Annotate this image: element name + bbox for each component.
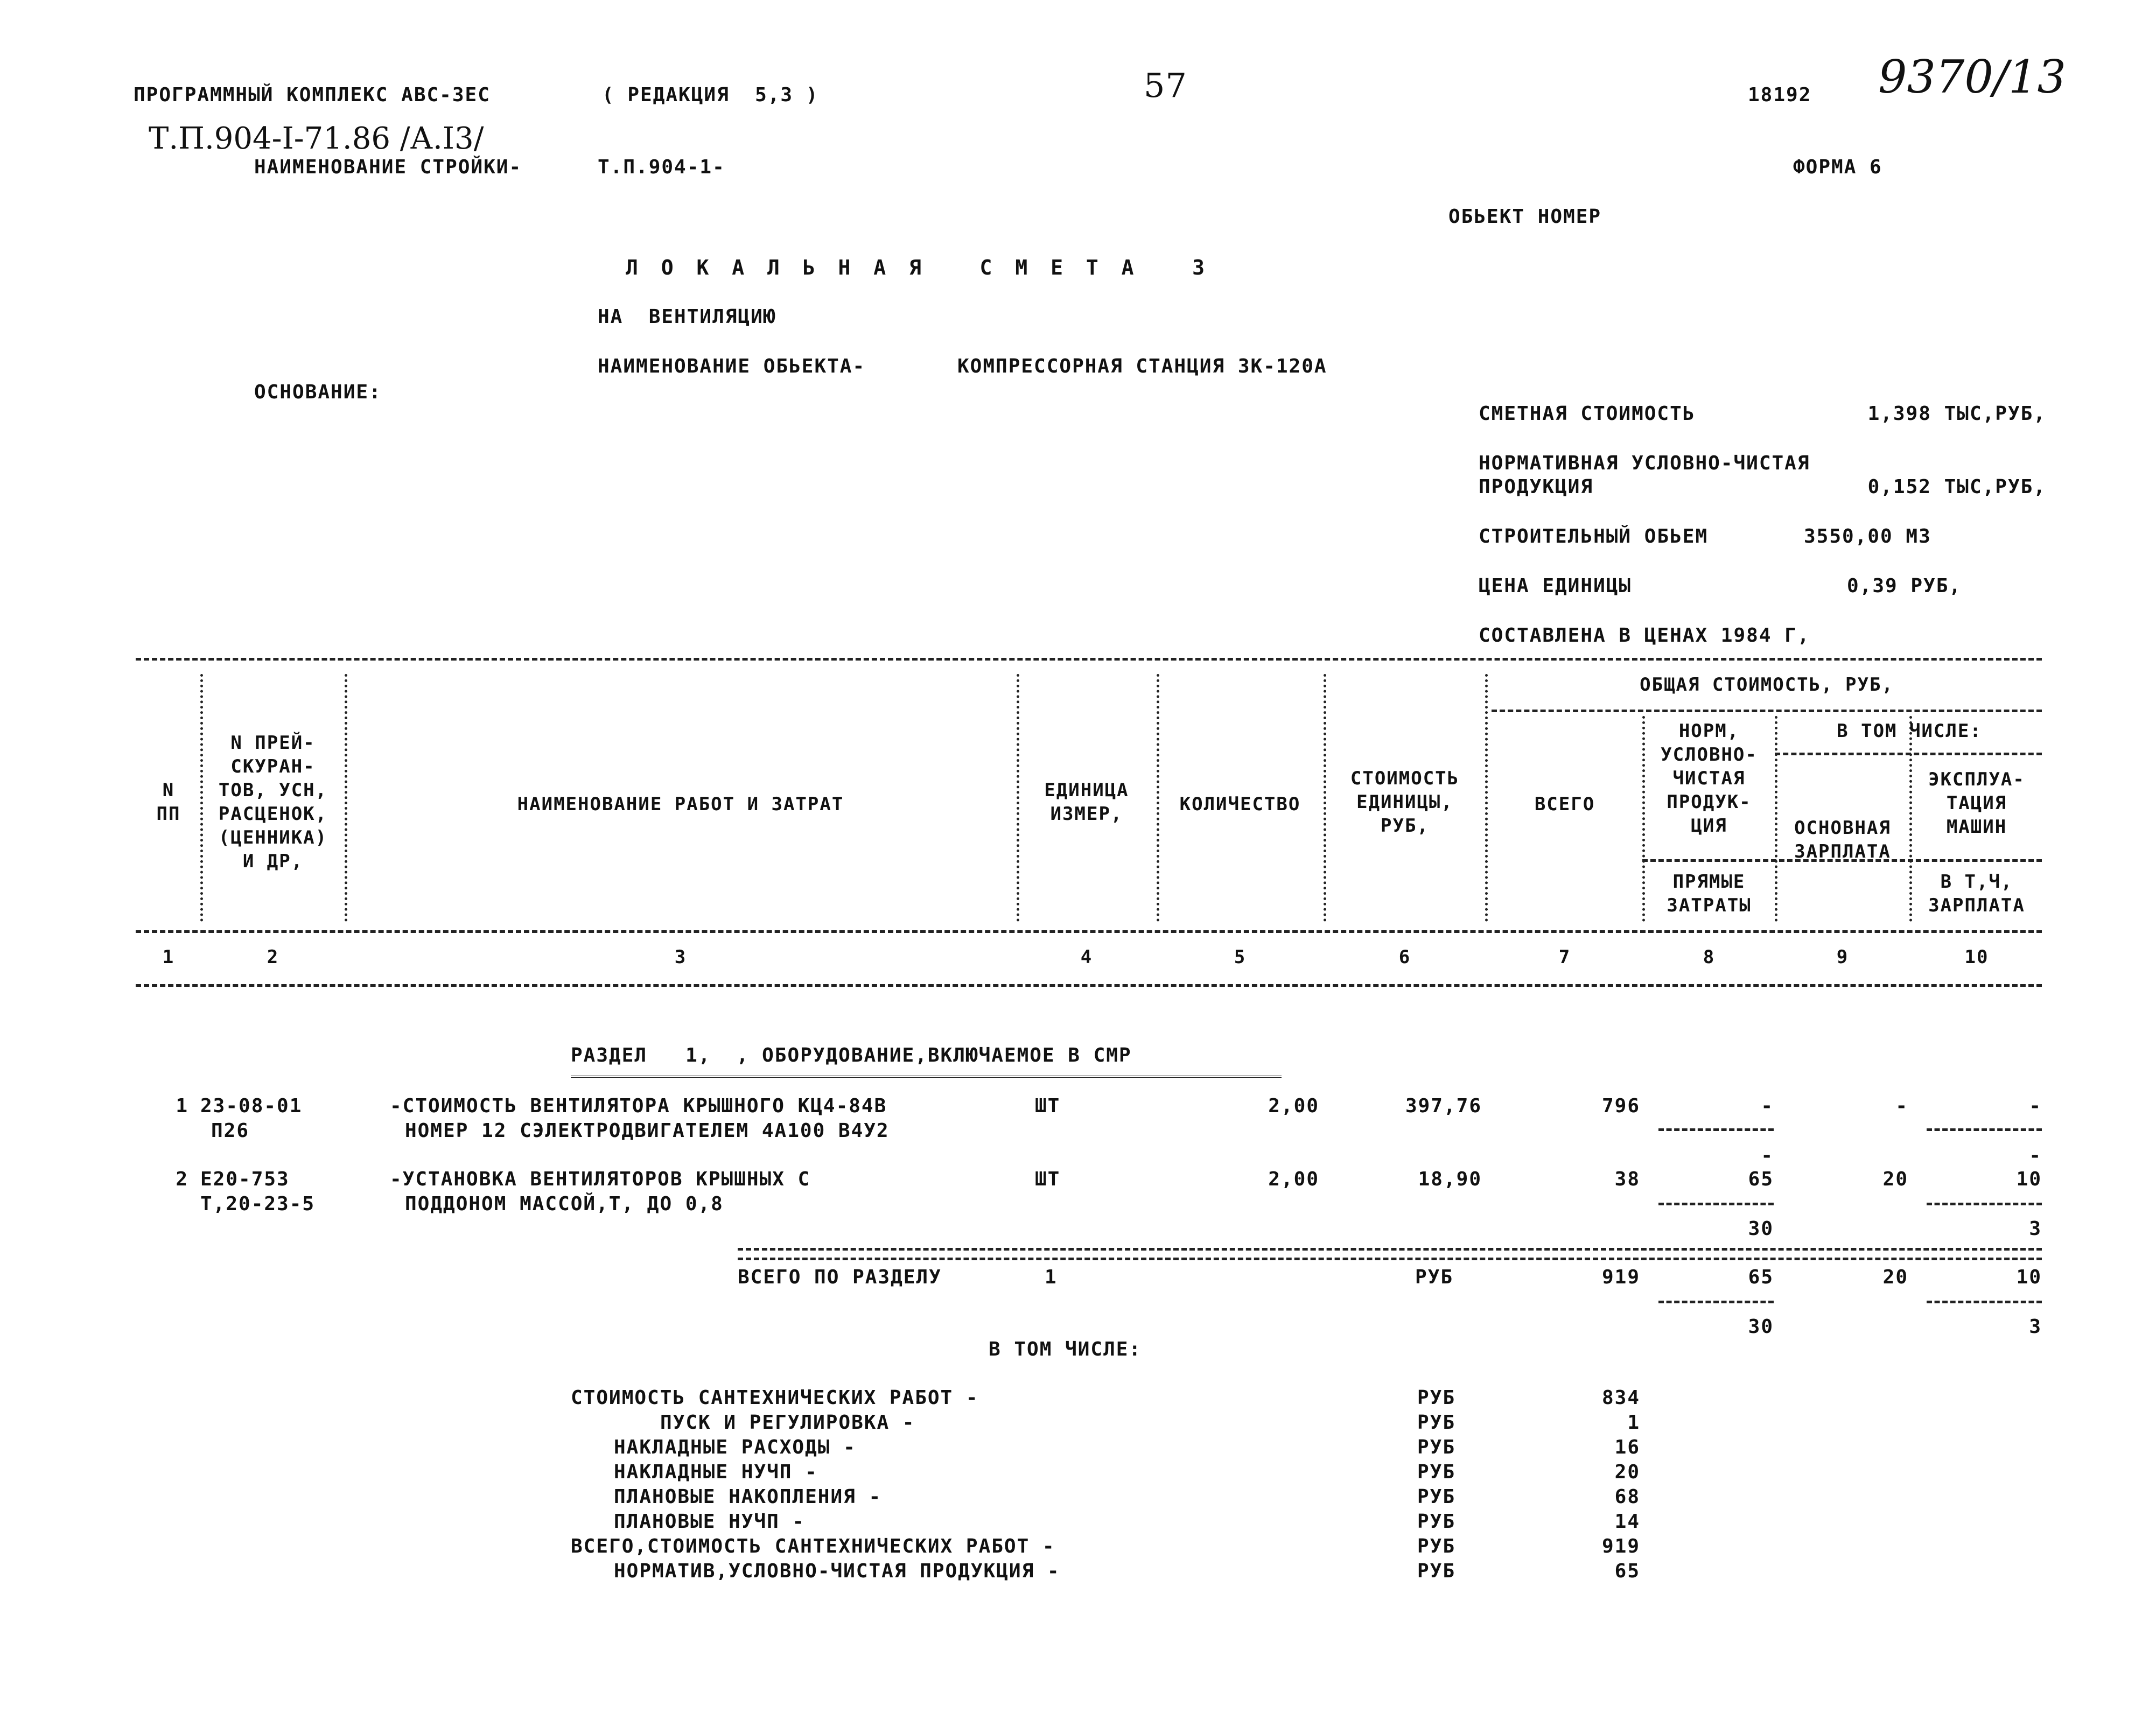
- total-cost-rule: [1492, 710, 2042, 712]
- section-total-number: 1: [1045, 1266, 1058, 1288]
- total-top-rule: [738, 1258, 2042, 1260]
- col-header-net-product: НОРМ, УСЛОВНО- ЧИСТАЯ ПРОДУК- ЦИЯ: [1661, 720, 1758, 837]
- breakdown-label: НАКЛАДНЫЕ РАСХОДЫ -: [614, 1436, 856, 1458]
- col-number: 1: [162, 946, 175, 968]
- cell-divider: [1658, 1203, 1774, 1205]
- breakdown-unit: РУБ: [1417, 1436, 1456, 1458]
- section-total-machine-operation: 10: [2016, 1266, 2042, 1288]
- section-underline: [571, 1076, 1282, 1078]
- object-name-value: КОМПРЕССОРНАЯ СТАНЦИЯ ЗК-120А: [957, 355, 1327, 377]
- row-base-salary: 20: [1882, 1168, 1908, 1190]
- breakdown-unit: РУБ: [1417, 1387, 1456, 1409]
- breakdown-label: ПЛАНОВЫЕ НУЧП -: [614, 1511, 806, 1533]
- row-unit-cost: 18,90: [1418, 1168, 1482, 1190]
- section-total-direct-costs: 30: [1748, 1316, 1774, 1338]
- breakdown-unit: РУБ: [1417, 1461, 1456, 1483]
- building-value: Т.П.904-1-: [598, 156, 725, 178]
- col-header-no: N ПП: [156, 780, 181, 825]
- row-machine-operation: -: [2029, 1095, 2042, 1117]
- breakdown-value: 20: [1614, 1461, 1640, 1483]
- section-total-unit: РУБ: [1415, 1266, 1454, 1288]
- header-bottom-rule: [136, 930, 2042, 933]
- estimate-purpose: НА ВЕНТИЛЯЦИЮ: [598, 306, 776, 328]
- row-code-extra: Т,20-23-5: [200, 1193, 316, 1215]
- breakdown-label: НОРМАТИВ,УСЛОВНО-ЧИСТАЯ ПРОДУКЦИЯ -: [614, 1560, 1060, 1582]
- row-base-salary: -: [1895, 1095, 1908, 1117]
- net-product-label-1: НОРМАТИВНАЯ УСЛОВНО-ЧИСТАЯ: [1479, 452, 1810, 474]
- net-product-value: 0,152 ТЫС,РУБ,: [1867, 476, 2046, 498]
- row-net-product: -: [1761, 1095, 1774, 1117]
- section-total-base-salary: 20: [1882, 1266, 1908, 1288]
- col-header-code: N ПРЕЙ- СКУРАН- ТОВ, УСН, РАСЦЕНОК, (ЦЕННИКА) И ДР,: [218, 732, 328, 872]
- col-header-total-cost: ОБЩАЯ СТОИМОСТЬ, РУБ,: [1640, 674, 1894, 696]
- cell-divider: [1927, 1301, 2042, 1303]
- breakdown-label: ПУСК И РЕГУЛИРОВКА -: [660, 1412, 915, 1434]
- row-name-continued: НОМЕР 12 СЭЛЕКТРОДВИГАТЕЛЕМ 4А100 В4У2: [405, 1120, 890, 1142]
- section-total-net-product: 65: [1748, 1266, 1774, 1288]
- header-top-rule: [136, 658, 2042, 661]
- breakdown-value: 834: [1601, 1387, 1640, 1409]
- breakdown-label: СТОИМОСТЬ САНТЕХНИЧЕСКИХ РАБОТ -: [571, 1387, 979, 1409]
- col-number: 3: [674, 946, 687, 968]
- col-number: 5: [1234, 946, 1247, 968]
- col-header-name: НАИМЕНОВАНИЕ РАБОТ И ЗАТРАТ: [517, 794, 844, 815]
- row-unit: ШТ: [1035, 1095, 1061, 1117]
- col-header-machine-salary: В Т,Ч, ЗАРПЛАТА: [1928, 871, 2025, 916]
- col-number: 4: [1080, 946, 1093, 968]
- prices-year-note: СОСТАВЛЕНА В ЦЕНАХ 1984 Г,: [1479, 624, 1810, 647]
- row-direct-costs: -: [1761, 1145, 1774, 1167]
- breakdown-heading: В ТОМ ЧИСЛЕ:: [989, 1338, 1142, 1360]
- breakdown-unit: РУБ: [1417, 1486, 1456, 1508]
- row-direct-costs: 30: [1748, 1218, 1774, 1240]
- col-header-base-salary: ОСНОВНАЯ ЗАРПЛАТА: [1794, 817, 1891, 862]
- col-header-total: ВСЕГО: [1534, 794, 1595, 815]
- page-number: 57: [1144, 66, 1187, 105]
- row-code-extra: П26: [211, 1120, 250, 1142]
- program-edition: ( РЕДАКЦИЯ 5,3 ): [602, 84, 819, 106]
- breakdown-value: 1: [1627, 1412, 1640, 1434]
- col-number: 10: [1964, 946, 1989, 968]
- col-number: 6: [1398, 946, 1411, 968]
- row-machine-operation: 10: [2016, 1168, 2042, 1190]
- row-code: 23-08-01: [200, 1095, 303, 1117]
- row-code: Е20-753: [200, 1168, 290, 1190]
- col-number: 8: [1703, 946, 1716, 968]
- handwritten-number: 9370/13: [1878, 51, 2066, 103]
- breakdown-label: ВСЕГО,СТОИМОСТЬ САНТЕХНИЧЕСКИХ РАБОТ -: [571, 1535, 1055, 1557]
- breakdown-unit: РУБ: [1417, 1412, 1456, 1434]
- breakdown-unit: РУБ: [1417, 1511, 1456, 1533]
- breakdown-value: 14: [1614, 1511, 1640, 1533]
- col-header-quantity: КОЛИЧЕСТВО: [1179, 794, 1301, 815]
- col-header-direct-costs: ПРЯМЫЕ ЗАТРАТЫ: [1667, 871, 1752, 916]
- numbers-bottom-rule: [136, 984, 2042, 987]
- building-volume-value: 3550,00 М3: [1804, 525, 1931, 547]
- breakdown-value: 68: [1614, 1486, 1640, 1508]
- form-label: ФОРМА 6: [1793, 156, 1882, 178]
- basis-label: ОСНОВАНИЕ:: [254, 381, 382, 403]
- breakdown-unit: РУБ: [1417, 1535, 1456, 1557]
- section-title: РАЗДЕЛ 1, , ОБОРУДОВАНИЕ,ВКЛЮЧАЕМОЕ В СМР: [571, 1044, 1132, 1066]
- building-label: НАИМЕНОВАНИЕ СТРОЙКИ-: [254, 156, 522, 178]
- subcol-rule: [1775, 753, 2042, 755]
- row-unit-cost: 397,76: [1405, 1095, 1482, 1117]
- row-name: -СТОИМОСТЬ ВЕНТИЛЯТОРА КРЫШНОГО КЦ4-84В: [390, 1095, 887, 1117]
- project-code: Т.П.904-I-71.86 /А.I3/: [149, 121, 484, 156]
- estimated-cost-value: 1,398 ТЫС,РУБ,: [1867, 403, 2046, 425]
- row-net-product: 65: [1748, 1168, 1774, 1190]
- col-number: 9: [1836, 946, 1849, 968]
- section-total-machine-salary: 3: [2029, 1316, 2042, 1338]
- object-number-label: ОБЬЕКТ НОМЕР: [1448, 206, 1602, 228]
- col-header-unit: ЕДИНИЦА ИЗМЕР,: [1044, 780, 1129, 825]
- row-name: -УСТАНОВКА ВЕНТИЛЯТОРОВ КРЫШНЫХ С: [390, 1168, 811, 1190]
- object-name-label: НАИМЕНОВАНИЕ ОБЬЕКТА-: [598, 355, 866, 377]
- unit-price-value: 0,39 РУБ,: [1847, 575, 1962, 597]
- breakdown-value: 919: [1601, 1535, 1640, 1557]
- col-number: 7: [1558, 946, 1571, 968]
- col-header-including: В ТОМ ЧИСЛЕ:: [1837, 720, 1982, 742]
- section-total-value: 919: [1601, 1266, 1640, 1288]
- breakdown-value: 16: [1614, 1436, 1640, 1458]
- cell-divider: [1927, 1128, 2042, 1131]
- section-total-label: ВСЕГО ПО РАЗДЕЛУ: [738, 1266, 942, 1288]
- col-header-machine-operation: ЭКСПЛУА- ТАЦИЯ МАШИН: [1928, 769, 2025, 838]
- col-number: 2: [267, 946, 279, 968]
- cell-divider: [1658, 1128, 1774, 1131]
- row-total: 38: [1614, 1168, 1640, 1190]
- col-header-unit-cost: СТОИМОСТЬ ЕДИНИЦЫ, РУБ,: [1350, 768, 1460, 837]
- estimated-cost-label: СМЕТНАЯ СТОИМОСТЬ: [1479, 403, 1696, 425]
- breakdown-value: 65: [1614, 1560, 1640, 1582]
- building-volume-label: СТРОИТЕЛЬНЫЙ ОБЬЕМ: [1479, 525, 1709, 547]
- document-code: 18192: [1748, 84, 1812, 106]
- row-machine-salary: 3: [2029, 1218, 2042, 1240]
- row-machine-salary: -: [2029, 1145, 2042, 1167]
- cell-divider: [1927, 1203, 2042, 1205]
- cell-divider: [1658, 1301, 1774, 1303]
- breakdown-label: ПЛАНОВЫЕ НАКОПЛЕНИЯ -: [614, 1486, 882, 1508]
- breakdown-label: НАКЛАДНЫЕ НУЧП -: [614, 1461, 818, 1483]
- row-unit: ШТ: [1035, 1168, 1061, 1190]
- row-quantity: 2,00: [1268, 1095, 1319, 1117]
- row-number: 2: [176, 1168, 188, 1190]
- row-quantity: 2,00: [1268, 1168, 1319, 1190]
- row-name-continued: ПОДДОНОМ МАССОЙ,Т, ДО 0,8: [405, 1193, 724, 1215]
- program-name: ПРОГРАММНЫЙ КОМПЛЕКС АВС-ЗЕС: [134, 84, 491, 106]
- unit-price-label: ЦЕНА ЕДИНИЦЫ: [1479, 575, 1632, 597]
- row-total: 796: [1601, 1095, 1640, 1117]
- breakdown-unit: РУБ: [1417, 1560, 1456, 1582]
- total-top-rule: [738, 1248, 2042, 1251]
- net-product-label-2: ПРОДУКЦИЯ: [1479, 476, 1594, 498]
- row-number: 1: [176, 1095, 188, 1117]
- estimate-title: Л О К А Л Ь Н А Я С М Е Т А 3: [626, 256, 1210, 279]
